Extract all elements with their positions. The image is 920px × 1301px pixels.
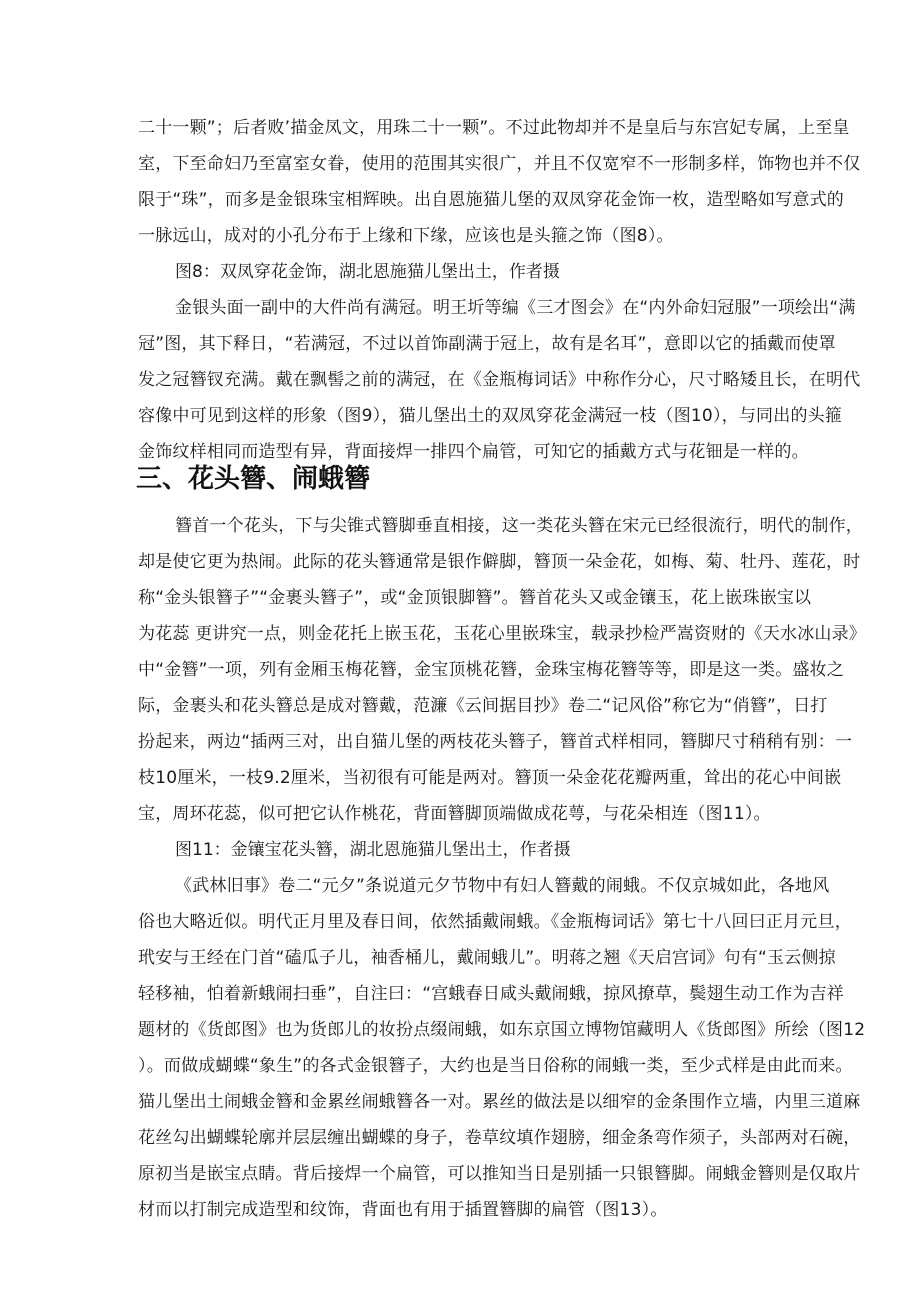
paragraph-4-line-7: 猫儿堡出土闹蛾金簪和金累丝闹蛾簪各一对。累丝的做法是以细窄的金条围作立墙，内里三道麻 <box>138 1092 861 1112</box>
paragraph-4-line-5: 题材的《货郎图》也为货郎儿的妆扮点缀闹蛾，如东京国立博物馆藏明人《货郎图》所绘（图12 <box>138 1020 866 1040</box>
paragraph-2-line-5: 金饰纹样相同而造型有异，背面接焊一排四个扁管，可知它的插戴方式与花钿是一样的。 <box>138 442 809 462</box>
paragraph-4-line-10: 材而以打制完成造型和纹饰，背面也有用于插置簪脚的扁管（图13）。 <box>138 1200 668 1220</box>
section-heading: 三、花头簪、闹蛾簪 <box>136 464 371 494</box>
paragraph-4-line-3: 玳安与王经在门首“磕瓜子儿，袖香桶儿，戴闹蛾儿”。明蒋之翘《天启宫词》句有“玉云侧掠 <box>138 948 836 968</box>
paragraph-2-line-3: 发之冠簪钗充满。戴在飘髻之前的满冠，在《金瓶梅词话》中称作分心，尺寸略矮且长，在明代 <box>138 370 861 390</box>
paragraph-4-line-9: 原初当是嵌宝点睛。背后接焊一个扁管，可以推知当日是别插一只银簪脚。闹蛾金簪则是仅取片 <box>138 1164 861 1184</box>
paragraph-2-line-1: 金银头面一副中的大件尚有满冠。明王圻等编《三才图会》在“内外命妇冠服”一项绘出“满 <box>175 298 856 318</box>
paragraph-4-line-8: 花丝勾出蝴蝶轮廓并层层缠出蝴蝶的身子，卷草纹填作翅膀，细金条弯作须子，头部两对石碗， <box>138 1128 861 1148</box>
paragraph-3-line-2: 却是使它更为热闹。此际的花头簪通常是银作僻脚，簪顶一朵金花，如梅、菊、牡丹、莲花，时 <box>138 552 861 572</box>
paragraph-4-line-6: ）。而做成蝴蝶“象生”的各式金银簪子，大约也是当日俗称的闹蛾一类，至少式样是由此而来。 <box>138 1056 853 1076</box>
paragraph-4-line-4: 轻移袖，怕着新蛾闹扫垂”，自注曰：“宫蛾春日咸头戴闹蛾，掠风撩草，鬓翅生动工作为吉祥 <box>138 984 845 1004</box>
paragraph-1-line-4: 一脉远山，成对的小孔分布于上缘和下缘，应该也是头箍之饰（图8）。 <box>138 226 674 246</box>
paragraph-2-line-4: 容像中可见到这样的形象（图9），猫儿堡出土的双凤穿花金满冠一枝（图10），与同出的头箍 <box>138 406 843 426</box>
paragraph-4-line-2: 俗也大略近似。明代正月里及春日间，依然插戴闹蛾。《金瓶梅词话》第七十八回曰正月元旦， <box>138 912 852 932</box>
figure-8-caption: 图8：双凤穿花金饰，湖北恩施猫儿堡出土，作者摄 <box>175 262 560 282</box>
paragraph-4-line-1: 《武林旧事》卷二“元夕”条说道元夕节物中有妇人簪戴的闹蛾。不仅京城如此，各地风 <box>175 876 830 896</box>
paragraph-3-line-5: 中“金簪”一项，列有金厢玉梅花簪，金宝顶桃花簪，金珠宝梅花簪等等，即是这一类。盛妆之 <box>138 660 845 680</box>
paragraph-3-line-9: 宝，周环花蕊，似可把它认作桃花，背面簪脚顶端做成花萼，与花朵相连（图11）。 <box>138 804 771 824</box>
paragraph-2-line-2: 冠”图，其下释日，“若满冠，不过以首饰副满于冠上，故有是名耳”，意即以它的插戴而使罩 <box>138 334 836 354</box>
paragraph-3-line-1: 簪首一个花头，下与尖锥式簪脚垂直相接，这一类花头簪在宋元已经很流行，明代的制作， <box>175 516 863 536</box>
paragraph-1-line-3: 限于“珠”，而多是金银珠宝相辉映。出自恩施猫儿堡的双凤穿花金饰一枚，造型略如写意式的 <box>138 190 845 210</box>
paragraph-1-line-2: 室，下至命妇乃至富室女眷，使用的范围其实很广，并且不仅宽窄不一形制多样，饰物也并不仅 <box>138 154 861 174</box>
paragraph-3-line-6: 际，金裹头和花头簪总是成对簪戴，范濂《云间据目抄》卷二“记风俗”称它为“俏簪”，日打 <box>138 696 828 716</box>
paragraph-3-line-4: 为花蕊 更讲究一点，则金花托上嵌玉花，玉花心里嵌珠宝，载录抄检严嵩资财的《天水冰山录》 <box>138 624 867 644</box>
paragraph-3-line-3: 称“金头银簪子”“金裹头簪子”，或“金顶银脚簪”。簪首花头又或金镶玉，花上嵌珠嵌宝以 <box>138 588 812 608</box>
figure-11-caption: 图11：金镶宝花头簪，湖北恩施猫儿堡出土，作者摄 <box>175 840 571 860</box>
paragraph-3-line-7: 扮起来，两边“插两三对，出自猫儿堡的两枝花头簪子，簪首式样相同，簪脚尺寸稍稍有别：一 <box>138 732 853 752</box>
paragraph-3-line-8: 枝10厘米，一枝9.2厘米，当初很有可能是两对。簪顶一朵金花花瓣两重，耸出的花心中间嵌 <box>138 768 842 788</box>
paragraph-1-line-1: 二十一颗”；后者败’描金凤文，用珠二十一颗”。不过此物却并不是皇后与东宫妃专属，上至皇 <box>138 118 850 138</box>
